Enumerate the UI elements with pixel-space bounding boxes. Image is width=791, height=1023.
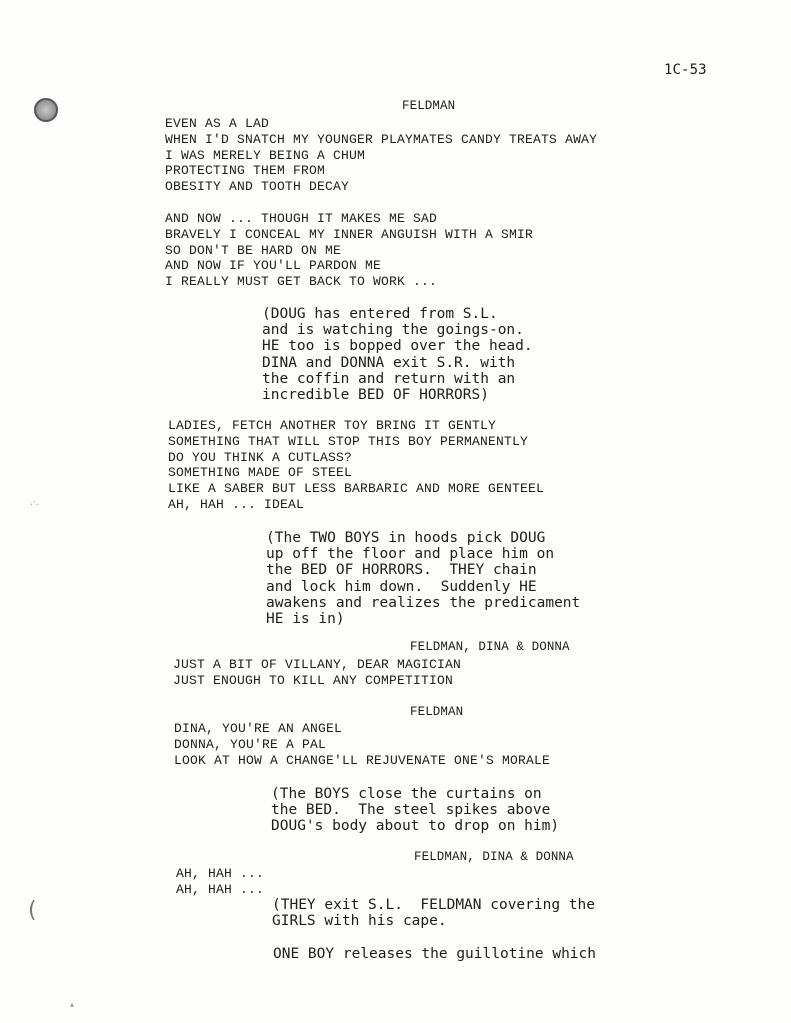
lyric-line: LOOK AT HOW A CHANGE'LL REJUVENATE ONE'S MORALE — [174, 752, 551, 768]
lyric-line: AND NOW ... THOUGH IT MAKES ME SAD — [165, 211, 438, 226]
speaker-name: FELDMAN, DINA & DONNA — [410, 640, 570, 654]
lyric-line: JUST A BIT OF VILLANY, DEAR MAGICIAN — [173, 657, 462, 672]
margin-dot: ▴ — [70, 1000, 75, 1009]
punch-hole — [34, 98, 58, 122]
lyric-line: JUST ENOUGH TO KILL ANY COMPETITION — [173, 672, 454, 688]
lyric-line: LADIES, FETCH ANOTHER TOY BRING IT GENTLY — [168, 418, 497, 433]
lyric-line: AH, HAH ... — [176, 881, 265, 897]
lyric-line: SOMETHING THAT WILL STOP THIS BOY PERMANENTLY — [168, 433, 529, 449]
lyric-line: DONNA, YOU'RE A PAL — [174, 736, 327, 752]
stage-direction-line: DINA and DONNA exit S.R. with — [262, 354, 516, 371]
lyric-line: PROTECTING THEM FROM — [165, 163, 326, 179]
stage-direction-line: and is watching the goings-on. — [262, 322, 524, 339]
lyric-line: EVEN AS A LAD — [165, 116, 270, 131]
lyric-line: BRAVELY I CONCEAL MY INNER ANGUISH WITH A SMIR — [165, 226, 534, 242]
page-number: 1C-53 — [664, 62, 707, 78]
stage-direction-line: ONE BOY releases the guillotine which — [273, 946, 597, 962]
lyric-line: AND NOW IF YOU'LL PARDON ME — [165, 258, 382, 274]
lyric-line: WHEN I'D SNATCH MY YOUNGER PLAYMATES CANDY TREATS AWAY — [165, 131, 598, 147]
stage-direction-line: (THEY exit S.L. FELDMAN covering the — [272, 897, 596, 913]
margin-speck: ·‵· — [30, 500, 39, 511]
lyric-line: I REALLY MUST GET BACK TO WORK ... — [165, 274, 438, 290]
stage-direction-line: awakens and realizes the predicament — [266, 594, 581, 611]
lyric-line: SO DON'T BE HARD ON ME — [165, 242, 342, 258]
lyric-line: I WAS MERELY BEING A CHUM — [165, 147, 366, 163]
lyric-line: OBESITY AND TOOTH DECAY — [165, 179, 350, 195]
speaker-name: FELDMAN, DINA & DONNA — [414, 850, 574, 864]
stage-direction-line: (The BOYS close the curtains on — [271, 786, 542, 802]
stage-direction-line: HE too is bopped over the head. — [262, 338, 533, 355]
speaker-name: FELDMAN — [402, 99, 456, 113]
lyric-line: DINA, YOU'RE AN ANGEL — [174, 721, 343, 736]
lyric-line: LIKE A SABER BUT LESS BARBARIC AND MORE GENTEEL — [168, 481, 545, 497]
stage-direction-line: (The TWO BOYS in hoods pick DOUG — [266, 530, 546, 546]
stage-direction-line: and lock him down. Suddenly HE — [266, 578, 537, 595]
stage-direction-line: the coffin and return with an — [262, 370, 516, 387]
stage-direction-line: DOUG's body about to drop on him) — [271, 818, 560, 835]
margin-bracket-mark: ( — [28, 898, 37, 923]
lyric-line: AH, HAH ... IDEAL — [168, 497, 305, 512]
stage-direction-line: GIRLS with his cape. — [272, 913, 447, 930]
lyric-line: DO YOU THINK A CUTLASS? — [168, 449, 353, 465]
stage-direction-line: (DOUG has entered from S.L. — [262, 306, 498, 322]
speaker-name: FELDMAN — [410, 705, 464, 719]
stage-direction-line: HE is in) — [266, 611, 345, 627]
lyric-line: SOMETHING MADE OF STEEL — [168, 465, 353, 481]
stage-direction-line: the BED OF HORRORS. THEY chain — [266, 562, 537, 579]
stage-direction-line: incredible BED OF HORRORS) — [262, 387, 489, 403]
stage-direction-line: up off the floor and place him on — [266, 546, 555, 563]
lyric-line: AH, HAH ... — [176, 866, 265, 881]
stage-direction-line: the BED. The steel spikes above — [271, 802, 551, 819]
